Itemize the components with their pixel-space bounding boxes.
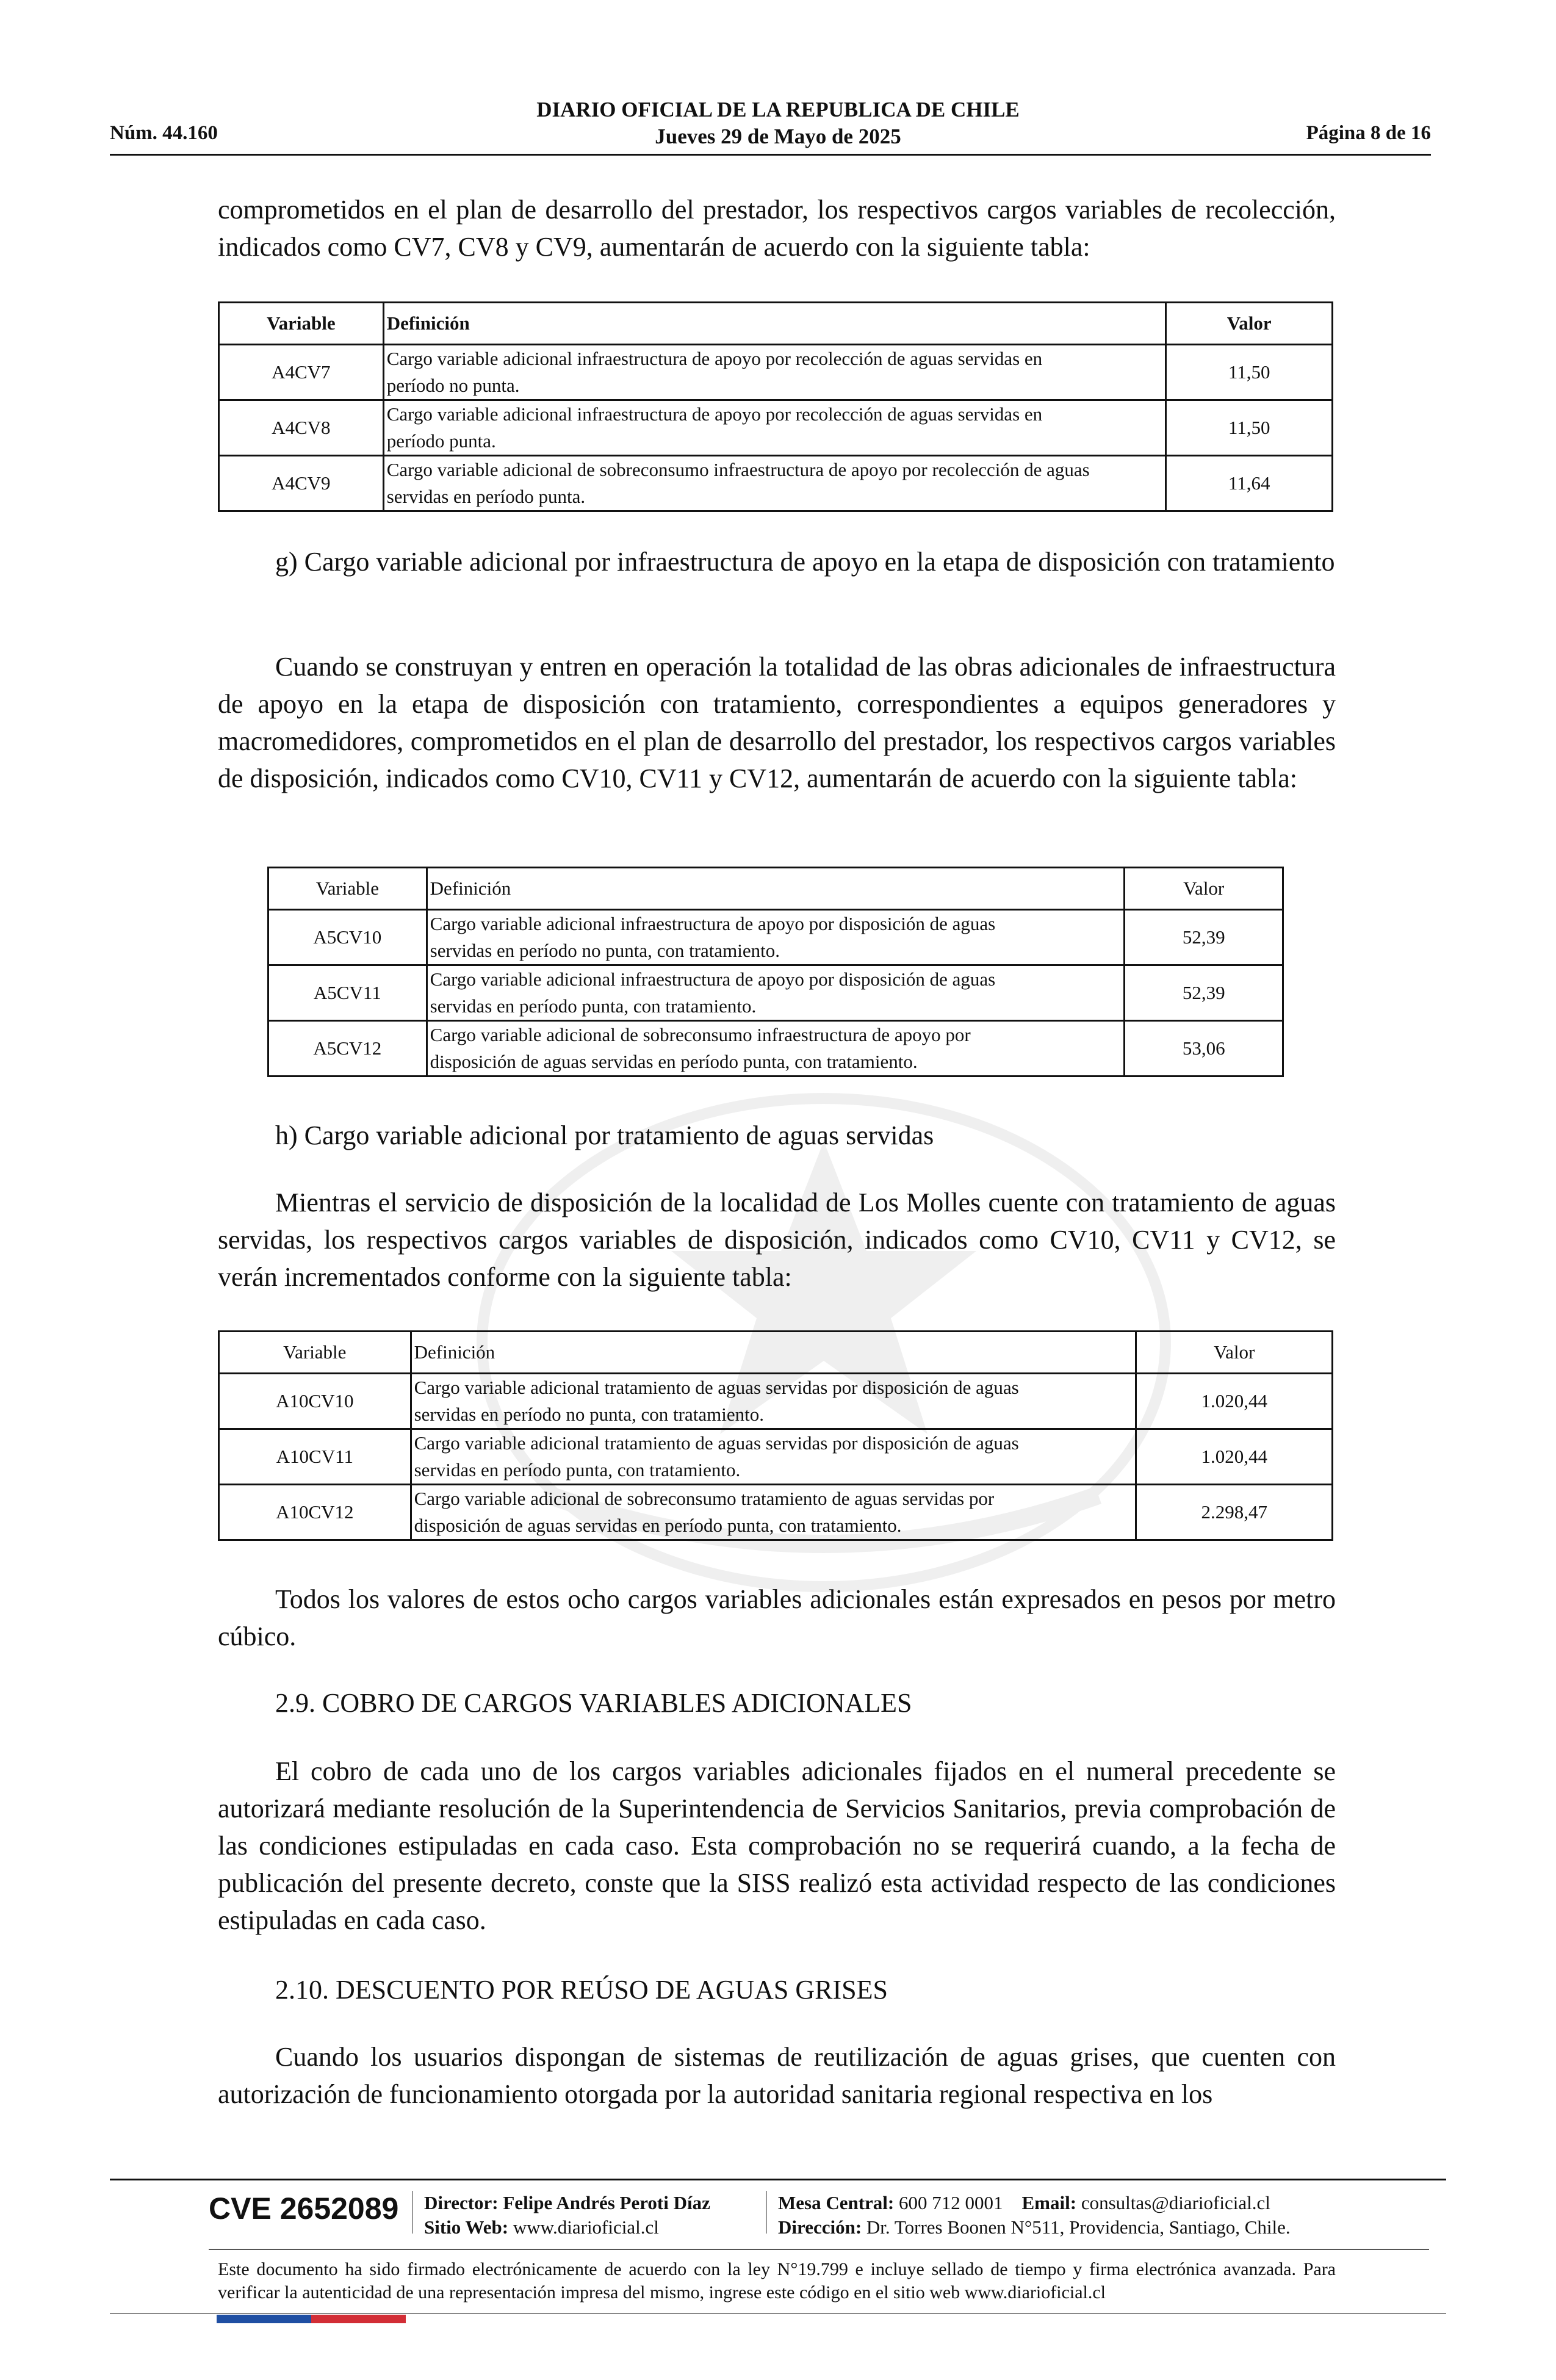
cell-definition <box>411 1485 1136 1540</box>
table-row <box>219 1485 1333 1540</box>
column-header-variable: Variable <box>219 303 384 345</box>
table-row <box>219 1429 1333 1485</box>
units-paragraph: Todos los valores de estos ocho cargos variables adicionales están expresados en pesos por metro cúbico. <box>218 1584 1336 1651</box>
definition-line: Cargo variable adicional de sobreconsumo tratamiento de aguas servidas por <box>414 1488 995 1509</box>
definition-line: Cargo variable adicional tratamiento de aguas servidas por disposición de aguas <box>414 1432 1019 1454</box>
cell-variable: A10CV11 <box>219 1429 411 1485</box>
cell-variable: A5CV11 <box>268 965 427 1021</box>
publication-date: Jueves 29 de Mayo de 2025 <box>655 124 901 148</box>
issue-number: Núm. 44.160 <box>110 122 218 144</box>
cell-value: 11,64 <box>1166 456 1333 511</box>
cell-value: 11,50 <box>1166 400 1333 456</box>
cell-value: 1.020,44 <box>1136 1429 1333 1485</box>
definition-line: disposición de aguas servidas en período punta, con tratamiento. <box>430 1051 918 1072</box>
definition-line: Cargo variable adicional infraestructura de apoyo por disposición de aguas <box>430 968 996 990</box>
cell-value: 53,06 <box>1125 1021 1283 1076</box>
definition-line: período punta. <box>386 430 496 452</box>
cell-definition <box>383 456 1166 511</box>
section-2-9-title: 2.9. COBRO DE CARGOS VARIABLES ADICIONALES <box>275 1688 912 1718</box>
cell-variable: A5CV10 <box>268 910 427 965</box>
footer-divider-thin <box>209 2249 1429 2250</box>
director-label: Director: <box>424 2192 499 2213</box>
footer-separator <box>766 2191 767 2234</box>
table-header-row <box>219 1332 1333 1374</box>
definition-line: período no punta. <box>386 375 520 396</box>
column-header-value: Valor <box>1125 868 1283 910</box>
cell-variable: A5CV12 <box>268 1021 427 1076</box>
phone-label: Mesa Central: <box>778 2192 895 2213</box>
website-label: Sitio Web: <box>424 2216 509 2238</box>
cell-variable: A10CV12 <box>219 1485 411 1540</box>
journal-title: DIARIO OFICIAL DE LA REPUBLICA DE CHILE <box>536 98 1020 121</box>
column-header-variable: Variable <box>268 868 427 910</box>
definition-line: Cargo variable adicional infraestructura de apoyo por recolección de aguas servidas en <box>386 348 1043 369</box>
flag-stripe-red <box>311 2315 406 2323</box>
cell-definition <box>383 345 1166 400</box>
cell-value: 1.020,44 <box>1136 1374 1333 1429</box>
column-header-definition: Definición <box>383 303 1166 345</box>
column-header-value: Valor <box>1166 303 1333 345</box>
cve-code: CVE 2652089 <box>209 2191 399 2226</box>
cell-definition <box>427 910 1125 965</box>
address-text: Dr. Torres Boonen N°511, Providencia, Santiago, Chile. <box>866 2216 1291 2238</box>
section-h-title: h) Cargo variable adicional por tratamiento de aguas servidas <box>275 1120 934 1150</box>
cell-definition <box>411 1374 1136 1429</box>
table-disposicion-apoyo <box>267 867 1284 1077</box>
definition-line: servidas en período punta, con tratamiento. <box>414 1459 741 1480</box>
cell-variable: A4CV8 <box>219 400 384 456</box>
cell-variable: A4CV9 <box>219 456 384 511</box>
section-2-10-title: 2.10. DESCUENTO POR REÚSO DE AGUAS GRISES <box>275 1975 888 2005</box>
table-row <box>219 1374 1333 1429</box>
table-row <box>219 456 1333 511</box>
cell-value: 2.298,47 <box>1136 1485 1333 1540</box>
cell-value: 52,39 <box>1125 965 1283 1021</box>
table-row <box>219 345 1333 400</box>
page-number: Página 8 de 16 <box>1306 122 1431 144</box>
table-row <box>268 910 1283 965</box>
cell-definition <box>411 1429 1136 1485</box>
website-line <box>424 2215 710 2240</box>
phone-number: 600 712 0001 <box>899 2192 1003 2213</box>
footer-director-block <box>424 2191 710 2240</box>
section-2-9-paragraph: El cobro de cada uno de los cargos variables adicionales fijados en el numeral precedente se autorizará mediante resolución de la Superintendencia de Servicios Sanitarios, previa comprobación de las condiciones estipuladas en cada caso. Esta comprobación no se requerirá cuando, a la fecha de publicación del presente decreto, conste que la SISS realizó esta actividad respecto de las condiciones estipuladas en cada caso. <box>218 1756 1336 1935</box>
footer-bottom-rule <box>110 2313 1446 2314</box>
definition-line: servidas en período punta. <box>386 486 586 507</box>
definition-line: Cargo variable adicional tratamiento de aguas servidas por disposición de aguas <box>414 1377 1019 1398</box>
section-2-10-paragraph: Cuando los usuarios dispongan de sistemas de reutilización de aguas grises, que cuenten con autorización de funcionamiento otorgada por la autoridad sanitaria regional respectiva en los <box>218 2042 1336 2109</box>
flag-stripe-blue <box>217 2315 311 2323</box>
footer-divider <box>110 2179 1446 2180</box>
definition-line: servidas en período no punta, con tratamiento. <box>430 940 780 961</box>
director-name: Felipe Andrés Peroti Díaz <box>503 2192 710 2213</box>
definition-line: Cargo variable adicional infraestructura de apoyo por disposición de aguas <box>430 913 996 934</box>
definition-line: Cargo variable adicional infraestructura de apoyo por recolección de aguas servidas en <box>386 403 1043 425</box>
definition-line: Cargo variable adicional de sobreconsumo infraestructura de apoyo por <box>430 1024 971 1045</box>
section-g-title: g) Cargo variable adicional por infraestructura de apoyo en la etapa de disposición con tratamiento <box>275 547 1335 577</box>
email-label: Email: <box>1021 2192 1077 2213</box>
table-tratamiento <box>218 1330 1333 1541</box>
cell-variable: A4CV7 <box>219 345 384 400</box>
table-row <box>219 400 1333 456</box>
footer-separator <box>412 2191 413 2234</box>
column-header-variable: Variable <box>219 1332 411 1374</box>
cell-definition <box>427 965 1125 1021</box>
website-link[interactable]: www.diarioficial.cl <box>513 2216 659 2238</box>
electronic-signature-notice: Este documento ha sido firmado electrónicamente de acuerdo con la ley N°19.799 e incluye sellado de tiempo y firma electrónica avanzada. Para verificar la autenticidad de una representación impresa del mismo, ingrese este código en el sitio web www.diarioficial.cl <box>218 2259 1336 2302</box>
header-divider <box>110 154 1431 156</box>
table-recoleccion <box>218 301 1333 512</box>
cell-definition <box>427 1021 1125 1076</box>
cell-value: 11,50 <box>1166 345 1333 400</box>
definition-line: Cargo variable adicional de sobreconsumo infraestructura de apoyo por recolección de aguas <box>386 459 1090 480</box>
cell-definition <box>383 400 1166 456</box>
column-header-definition: Definición <box>427 868 1125 910</box>
column-header-value: Valor <box>1136 1332 1333 1374</box>
table-header-row <box>268 868 1283 910</box>
section-h-paragraph: Mientras el servicio de disposición de la localidad de Los Molles cuente con tratamiento de aguas servidas, los respectivos cargos variables de disposición, indicados como CV10, CV11 y CV12, se verán incrementados conforme con la siguiente tabla: <box>218 1188 1336 1292</box>
director-line <box>424 2191 710 2215</box>
definition-line: servidas en período no punta, con tratamiento. <box>414 1404 764 1425</box>
cell-value: 52,39 <box>1125 910 1283 965</box>
section-g-paragraph: Cuando se construyan y entren en operación la totalidad de las obras adicionales de infraestructura de apoyo en la etapa de disposición con tratamiento, correspondientes a equipos generadores y macromedidores, comprometidos en el plan de desarrollo del prestador, los respectivos cargos variables de disposición, indicados como CV10, CV11 y CV12, aumentarán de acuerdo con la siguiente tabla: <box>218 652 1336 793</box>
table-row <box>268 965 1283 1021</box>
column-header-definition: Definición <box>411 1332 1136 1374</box>
table-row <box>268 1021 1283 1076</box>
address-label: Dirección: <box>778 2216 862 2238</box>
contact-line <box>778 2191 1291 2215</box>
definition-line: servidas en período punta, con tratamiento. <box>430 995 757 1017</box>
address-line <box>778 2215 1291 2240</box>
footer-contact-block <box>778 2191 1291 2240</box>
intro-paragraph: comprometidos en el plan de desarrollo del prestador, los respectivos cargos variables de recolección, indicados como CV7, CV8 y CV9, aumentarán de acuerdo con la siguiente tabla: <box>218 195 1336 262</box>
table-header-row <box>219 303 1333 345</box>
email-link[interactable]: consultas@diarioficial.cl <box>1081 2192 1270 2213</box>
definition-line: disposición de aguas servidas en período punta, con tratamiento. <box>414 1515 902 1536</box>
cell-variable: A10CV10 <box>219 1374 411 1429</box>
